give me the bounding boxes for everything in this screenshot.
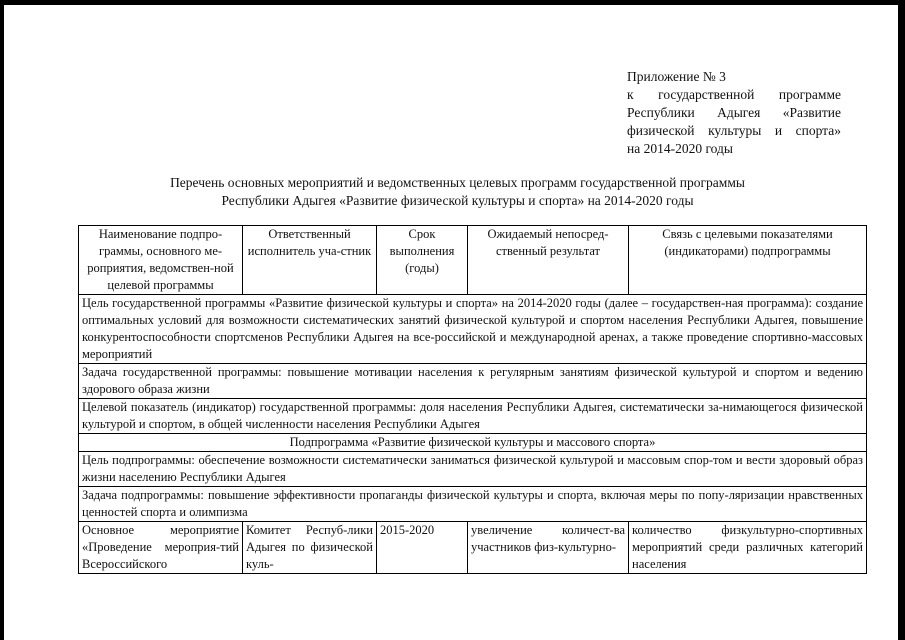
title-line: Республики Адыгея «Развитие физической культуры и спорта» на 2014-2020 годы	[221, 193, 694, 208]
measure-period: 2015-2020	[377, 522, 468, 574]
scan-border-left	[0, 0, 4, 640]
appendix-line: Приложение № 3	[627, 69, 726, 84]
measure-indicator-link: количество физкультурно-спортивных мероприятий среди различных категорий населения	[629, 522, 867, 574]
subprogram-goal: Цель подпрограммы: обеспечение возможности систематически заниматься физической культурой и массовым спор-том и вести здоровый образ жизни населению Республики Адыгея	[79, 452, 867, 487]
title-line: Перечень основных мероприятий и ведомственных целевых программ государственной программы	[170, 175, 745, 190]
measure-name: Основное мероприятие «Проведение мероприя-тий Всероссийского	[79, 522, 243, 574]
header-indicator-link: Связь с целевыми показателями (индикаторами) подпрограммы	[629, 226, 867, 295]
subprogram-title: Подпрограмма «Развитие физической культуры и массового спорта»	[79, 434, 867, 452]
table-row	[79, 399, 867, 434]
table-row	[79, 434, 867, 452]
program-goal: Цель государственной программы «Развитие физической культуры и спорта» на 2014-2020 годы (далее – государствен-ная программа): создание оптимальных условий для возможности систематических занятий физической культурой и спортом населения Республики Адыгея, повышение конкурентоспособности спортсменов Республики Адыгея на все-российской и международной аренах, а также проведение спортивно-массовых мероприятий	[79, 295, 867, 364]
appendix-line: к государственной программе	[627, 87, 841, 102]
measures-table	[78, 225, 867, 574]
table-row	[79, 452, 867, 487]
header-period: Срок выполнения (годы)	[377, 226, 468, 295]
header-result: Ожидаемый непосред-ственный результат	[468, 226, 629, 295]
program-indicator: Целевой показатель (индикатор) государственной программы: доля населения Республики Адыгея, систематически за-нимающегося физической культурой и спортом, в общей численности населения Республики Адыгея	[79, 399, 867, 434]
program-task: Задача государственной программы: повышение мотивации населения к регулярным занятиям физической культурой и спортом и ведению здорового образа жизни	[79, 364, 867, 399]
table-header-row	[79, 226, 867, 295]
header-executor: Ответственный исполнитель уча-стник	[243, 226, 377, 295]
header-name: Наименование подпро-граммы, основного ме-роприятия, ведомствен-ной целевой программы	[79, 226, 243, 295]
table-row	[79, 295, 867, 364]
table-row	[79, 364, 867, 399]
appendix-line: Республики Адыгея «Развитие	[627, 105, 841, 120]
scan-border-top	[0, 0, 905, 5]
measure-executor: Комитет Респуб-лики Адыгея по физической куль-	[243, 522, 377, 574]
table-row	[79, 522, 867, 574]
subprogram-task: Задача подпрограммы: повышение эффективности пропаганды физической культуры и спорта, включая меры по попу-ляризации нравственных ценностей спорта и олимпизма	[79, 487, 867, 522]
measure-result: увеличение количест-ва участников физ-культурно-	[468, 522, 629, 574]
appendix-line: на 2014-2020 годы	[627, 141, 733, 156]
appendix-line: физической культуры и спорта»	[627, 123, 841, 138]
table-row	[79, 487, 867, 522]
scan-border-right	[898, 0, 905, 640]
document-title	[60, 174, 855, 210]
appendix-note	[627, 68, 841, 158]
